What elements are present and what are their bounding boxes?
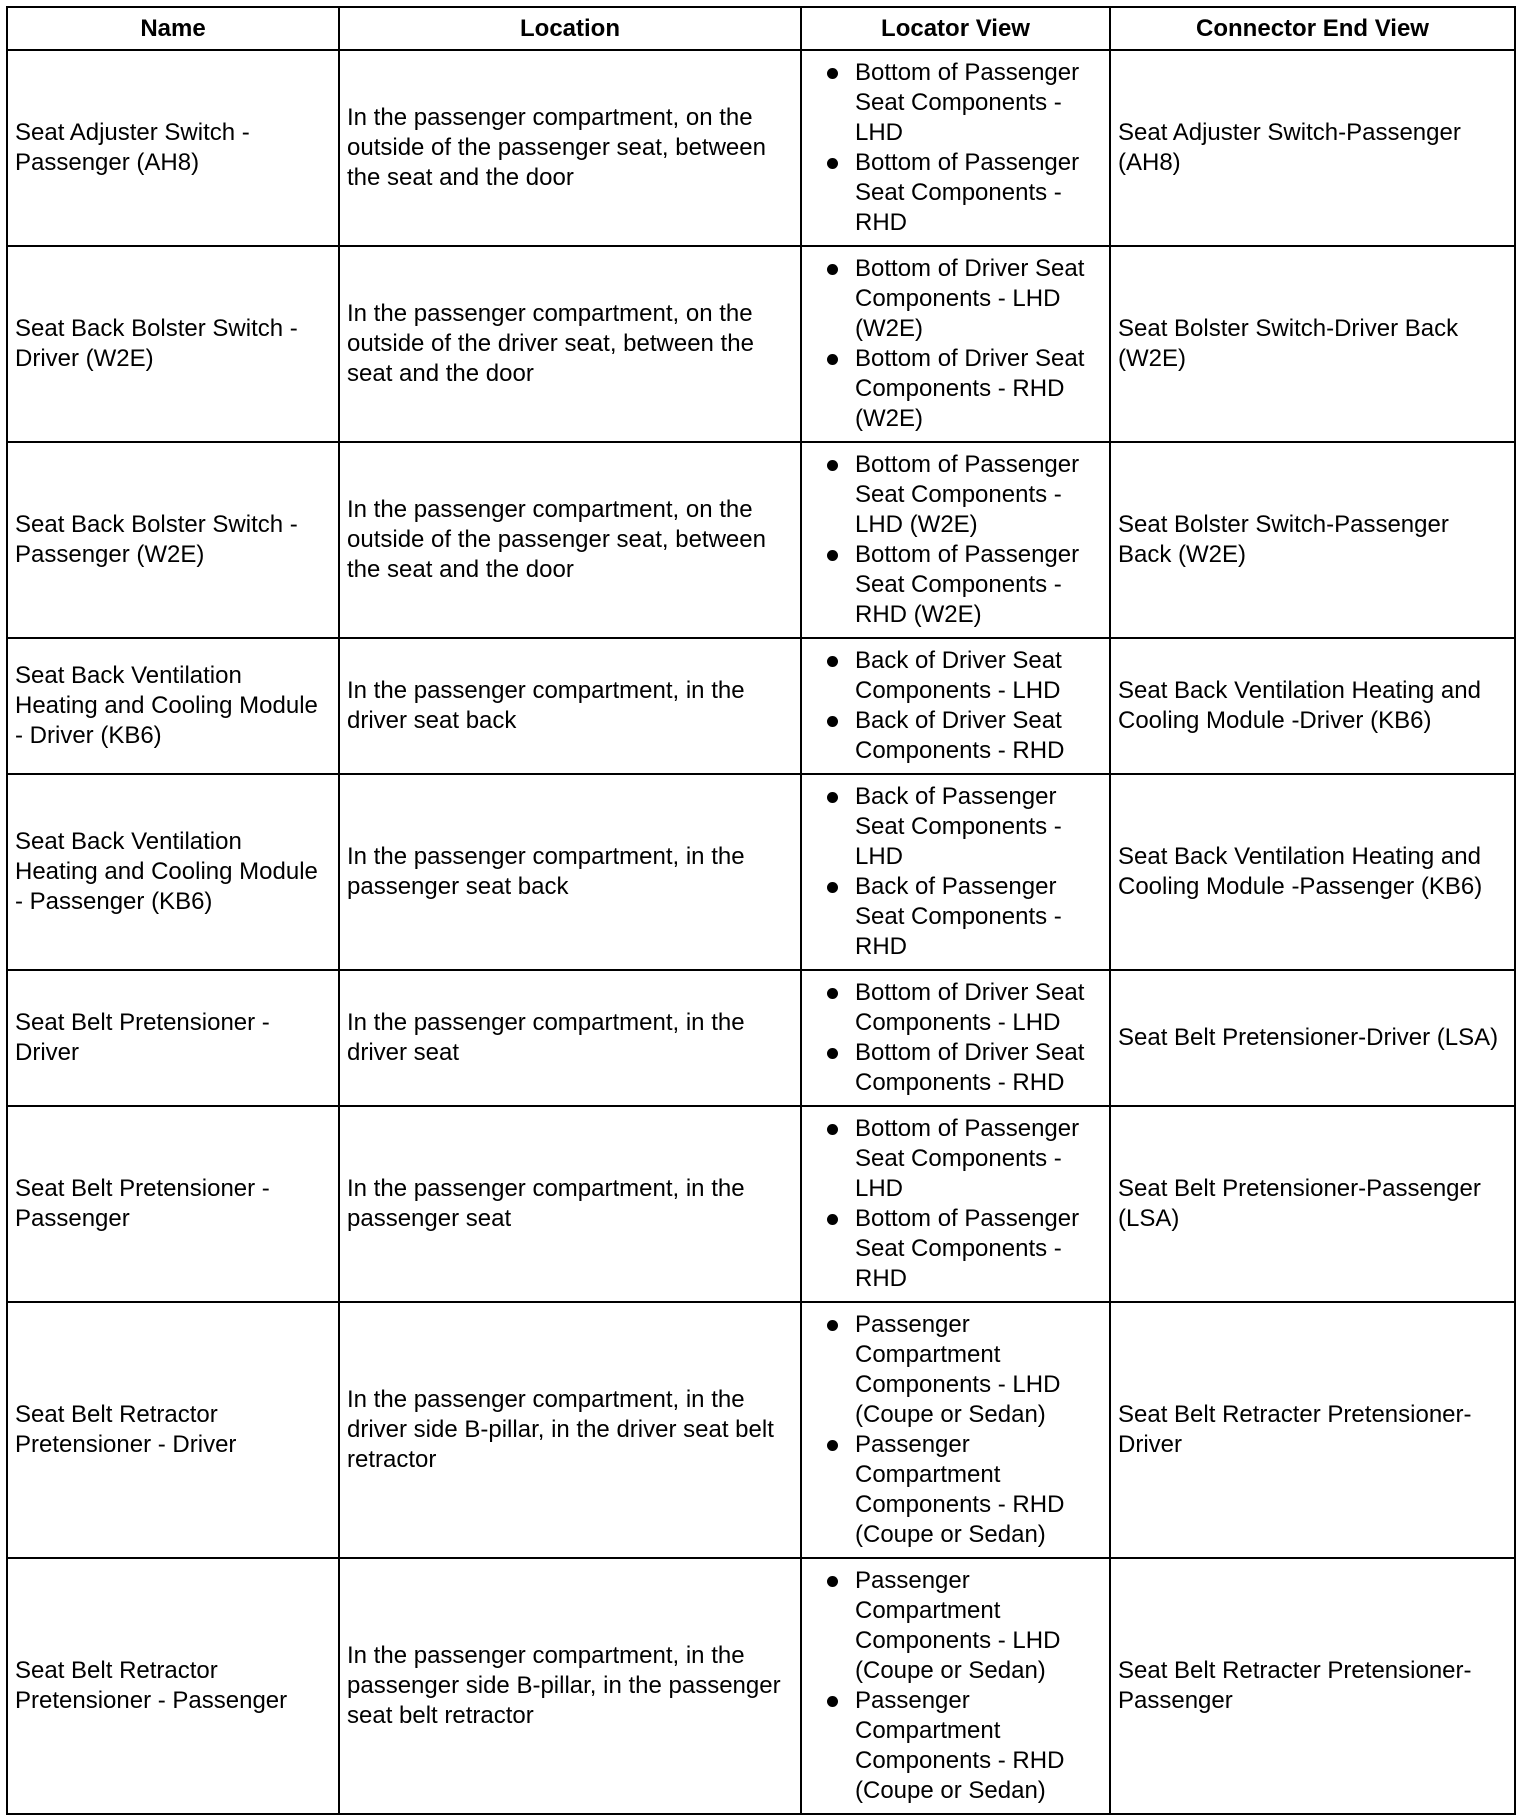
cell-connector-end-view[interactable]: Seat Back Ventilation Heating and Cooling Module -Driver (KB6) [1110,638,1515,774]
locator-list [802,1566,1105,1806]
bullet-icon [827,1440,838,1451]
bullet-icon [827,1576,838,1587]
cell-connector-end-view[interactable]: Seat Back Ventilation Heating and Cooling Module -Passenger (KB6) [1110,774,1515,970]
bullet-icon [827,882,838,893]
bullet-icon [827,158,838,169]
cell-location: In the passenger compartment, in the driver seat back [339,638,801,774]
cell-locator-view [801,1106,1110,1302]
locator-link[interactable]: Bottom of Passenger Seat Components - LHD [855,59,1080,146]
locator-item [802,254,1105,344]
locator-item [802,1114,1105,1204]
locator-item [802,1566,1105,1686]
cell-locator-view [801,246,1110,442]
cell-name: Seat Back Ventilation Heating and Cooling Module - Driver (KB6) [7,638,339,774]
bullet-icon [827,68,838,79]
locator-list [802,450,1105,630]
locator-item [802,450,1105,540]
bullet-icon [827,460,838,471]
locator-link[interactable]: Bottom of Passenger Seat Components - RHD [855,1205,1080,1292]
cell-location: In the passenger compartment, on the outside of the passenger seat, between the seat and the door [339,50,801,246]
locator-item [802,782,1105,872]
locator-list [802,782,1105,962]
table-row [7,638,1515,774]
component-locator-table [6,6,1516,1815]
cell-connector-end-view[interactable]: Seat Belt Retracter Pretensioner-Driver [1110,1302,1515,1558]
locator-item [802,872,1105,962]
locator-item [802,706,1105,766]
locator-link[interactable]: Bottom of Driver Seat Components - LHD [855,979,1085,1036]
table-row [7,774,1515,970]
cell-name: Seat Belt Pretensioner - Driver [7,970,339,1106]
table-row [7,1106,1515,1302]
bullet-icon [827,1696,838,1707]
bullet-icon [827,354,838,365]
header-location: Location [339,7,801,50]
cell-locator-view [801,970,1110,1106]
cell-locator-view [801,774,1110,970]
locator-link[interactable]: Bottom of Passenger Seat Components - LHD [855,1115,1080,1202]
locator-list [802,1114,1105,1294]
component-locator-table-container [6,6,1514,1815]
locator-list [802,646,1105,766]
cell-name: Seat Back Bolster Switch - Driver (W2E) [7,246,339,442]
locator-link[interactable]: Passenger Compartment Components - LHD (Coupe or Sedan) [855,1311,1061,1428]
cell-name: Seat Back Bolster Switch - Passenger (W2E) [7,442,339,638]
bullet-icon [827,656,838,667]
locator-item [802,646,1105,706]
locator-list [802,254,1105,434]
locator-link[interactable]: Bottom of Driver Seat Components - LHD (W2E) [855,255,1085,342]
locator-link[interactable]: Bottom of Passenger Seat Components - RHD (W2E) [855,541,1080,628]
locator-item [802,148,1105,238]
bullet-icon [827,550,838,561]
cell-connector-end-view[interactable]: Seat Bolster Switch-Passenger Back (W2E) [1110,442,1515,638]
bullet-icon [827,1124,838,1135]
cell-location: In the passenger compartment, in the passenger side B-pillar, in the passenger seat belt retractor [339,1558,801,1814]
locator-link[interactable]: Passenger Compartment Components - LHD (Coupe or Sedan) [855,1567,1061,1684]
locator-item [802,58,1105,148]
locator-link[interactable]: Bottom of Passenger Seat Components - LHD (W2E) [855,451,1080,538]
header-locator-view: Locator View [801,7,1110,50]
bullet-icon [827,988,838,999]
bullet-icon [827,1320,838,1331]
locator-link[interactable]: Passenger Compartment Components - RHD (Coupe or Sedan) [855,1687,1065,1804]
cell-locator-view [801,50,1110,246]
bullet-icon [827,1214,838,1225]
cell-location: In the passenger compartment, in the passenger seat [339,1106,801,1302]
bullet-icon [827,716,838,727]
locator-item [802,1204,1105,1294]
locator-link[interactable]: Passenger Compartment Components - RHD (Coupe or Sedan) [855,1431,1065,1548]
cell-connector-end-view[interactable]: Seat Belt Pretensioner-Driver (LSA) [1110,970,1515,1106]
locator-list [802,1310,1105,1550]
cell-locator-view [801,1558,1110,1814]
cell-location: In the passenger compartment, in the passenger seat back [339,774,801,970]
locator-item [802,1686,1105,1806]
locator-item [802,344,1105,434]
header-connector-end-view: Connector End View [1110,7,1515,50]
bullet-icon [827,792,838,803]
cell-locator-view [801,1302,1110,1558]
locator-link[interactable]: Back of Passenger Seat Components - LHD [855,783,1062,870]
locator-link[interactable]: Bottom of Driver Seat Components - RHD (W2E) [855,345,1085,432]
locator-list [802,58,1105,238]
cell-name: Seat Belt Retractor Pretensioner - Passenger [7,1558,339,1814]
cell-locator-view [801,442,1110,638]
cell-name: Seat Belt Pretensioner - Passenger [7,1106,339,1302]
locator-link[interactable]: Back of Driver Seat Components - RHD [855,707,1065,764]
cell-location: In the passenger compartment, in the driver seat [339,970,801,1106]
locator-item [802,1310,1105,1430]
table-row [7,442,1515,638]
bullet-icon [827,264,838,275]
header-name: Name [7,7,339,50]
locator-item [802,540,1105,630]
locator-link[interactable]: Back of Driver Seat Components - LHD [855,647,1062,704]
cell-connector-end-view[interactable]: Seat Belt Retracter Pretensioner-Passenger [1110,1558,1515,1814]
cell-location: In the passenger compartment, in the driver side B-pillar, in the driver seat belt retractor [339,1302,801,1558]
locator-link[interactable]: Bottom of Passenger Seat Components - RHD [855,149,1080,236]
cell-name: Seat Back Ventilation Heating and Cooling Module - Passenger (KB6) [7,774,339,970]
table-row [7,50,1515,246]
locator-item [802,1430,1105,1550]
locator-item [802,1038,1105,1098]
locator-link[interactable]: Back of Passenger Seat Components - RHD [855,873,1062,960]
cell-name: Seat Belt Retractor Pretensioner - Driver [7,1302,339,1558]
locator-link[interactable]: Bottom of Driver Seat Components - RHD [855,1039,1085,1096]
table-row [7,1558,1515,1814]
cell-location: In the passenger compartment, on the outside of the passenger seat, between the seat and the door [339,442,801,638]
bullet-icon [827,1048,838,1059]
table-row [7,246,1515,442]
locator-list [802,978,1105,1098]
cell-location: In the passenger compartment, on the outside of the driver seat, between the seat and the door [339,246,801,442]
table-row [7,1302,1515,1558]
cell-connector-end-view[interactable]: Seat Adjuster Switch-Passenger (AH8) [1110,50,1515,246]
cell-name: Seat Adjuster Switch - Passenger (AH8) [7,50,339,246]
cell-locator-view [801,638,1110,774]
locator-item [802,978,1105,1038]
table-row [7,970,1515,1106]
cell-connector-end-view[interactable]: Seat Bolster Switch-Driver Back (W2E) [1110,246,1515,442]
cell-connector-end-view[interactable]: Seat Belt Pretensioner-Passenger (LSA) [1110,1106,1515,1302]
header-row [7,7,1515,50]
